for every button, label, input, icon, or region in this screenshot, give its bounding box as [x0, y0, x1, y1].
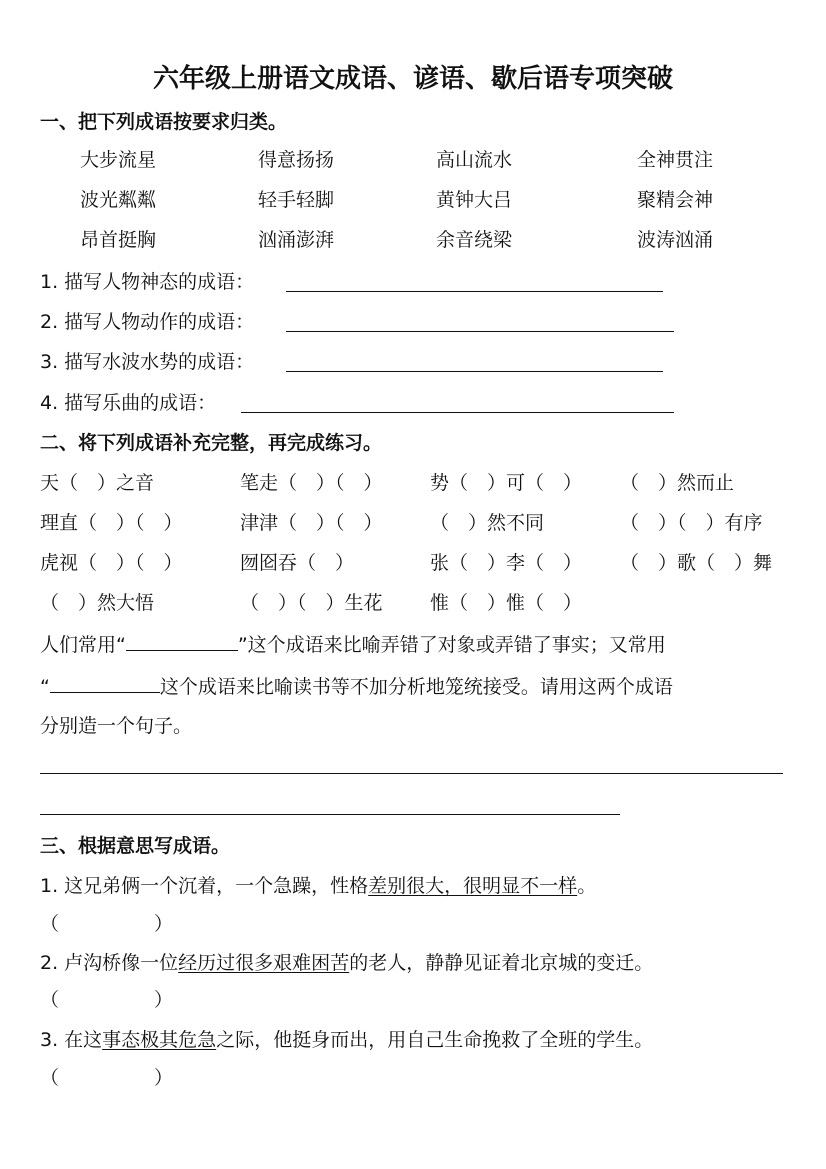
text: 的老人，静静见证着北京城的变迁。 [349, 952, 654, 974]
paragraph-line-1 [40, 632, 666, 657]
answer-line[interactable] [286, 331, 674, 332]
question-label: 4. 描写乐曲的成语： [40, 392, 217, 414]
fill-item[interactable]: （ ）（ ）生花 [240, 592, 383, 614]
page-title: 六年级上册语文成语、谚语、歇后语专项突破 [152, 64, 673, 94]
section3-heading: 三、根据意思写成语。 [40, 835, 231, 857]
fill-item[interactable]: 惟（ ）惟（ ） [430, 592, 583, 614]
fill-item[interactable]: （ ）歌（ ）舞 [620, 552, 773, 574]
fill-item[interactable]: （ ）然而止 [620, 472, 735, 494]
idiom-item: 全神贯注 [637, 149, 714, 171]
section1-heading: 一、把下列成语按要求归类。 [40, 111, 288, 133]
fill-item[interactable]: 笔走（ ）（ ） [240, 472, 383, 494]
question-3 [40, 1028, 653, 1052]
question-2 [40, 310, 254, 334]
idiom-item: 得意扬扬 [258, 149, 335, 171]
underlined-text: 差别很大，很明显不一样 [368, 875, 578, 897]
question-3 [40, 350, 254, 374]
text: 这个成语来比喻读书等不加分析地笼统接受。请用这两个成语 [159, 676, 673, 698]
idiom-item: 波光粼粼 [80, 189, 157, 211]
fill-item[interactable]: 势（ ）可（ ） [430, 472, 583, 494]
fill-item[interactable]: 虎视（ ）（ ） [40, 552, 183, 574]
text: 。 [577, 875, 597, 897]
underlined-text: 经历过很多艰难困苦 [178, 952, 350, 974]
fill-blank[interactable] [126, 632, 238, 651]
paragraph-line-3: 分别造一个句子。 [40, 715, 193, 737]
text: 3. 在这 [40, 1029, 103, 1051]
answer-parens[interactable]: （ ） [40, 989, 174, 1011]
text: 2. 卢沟桥像一位 [40, 952, 179, 974]
idiom-item: 波涛汹涌 [637, 229, 714, 251]
idiom-item: 昂首挺胸 [80, 229, 157, 251]
text: 人们常用“ [40, 634, 126, 656]
underlined-text: 事态极其危急 [102, 1029, 217, 1051]
question-label: 3. 描写水波水势的成语： [40, 351, 255, 373]
writing-line[interactable] [40, 773, 783, 774]
text: 之际，他挺身而出，用自己生命挽救了全班的学生。 [216, 1029, 654, 1051]
fill-item[interactable]: 理直（ ）（ ） [40, 512, 183, 534]
text: 1. 这兄弟俩一个沉着，一个急躁，性格 [40, 875, 369, 897]
text: “ [40, 676, 50, 698]
idiom-item: 大步流星 [80, 149, 157, 171]
idiom-item: 高山流水 [436, 149, 513, 171]
answer-line[interactable] [286, 371, 663, 372]
text: ”这个成语来比喻弄错了对象或弄错了事实；又常用 [237, 634, 666, 656]
fill-blank[interactable] [50, 674, 160, 693]
fill-item[interactable]: （ ）然大悟 [40, 592, 155, 614]
idiom-item: 轻手轻脚 [258, 189, 335, 211]
question-label: 1. 描写人物神态的成语： [40, 271, 255, 293]
paragraph-line-2 [40, 674, 673, 699]
idiom-item: 黄钟大吕 [436, 189, 513, 211]
fill-item[interactable]: 天（ ）之音 [40, 472, 155, 494]
answer-parens[interactable]: （ ） [40, 913, 174, 935]
fill-item[interactable]: （ ）然不同 [430, 512, 545, 534]
question-label: 2. 描写人物动作的成语： [40, 311, 255, 333]
answer-line[interactable] [286, 291, 663, 292]
question-1 [40, 270, 254, 294]
section2-heading: 二、将下列成语补充完整，再完成练习。 [40, 432, 383, 454]
question-4 [40, 391, 216, 415]
fill-item[interactable]: 津津（ ）（ ） [240, 512, 383, 534]
fill-item[interactable]: 囫囵吞（ ） [240, 552, 355, 574]
answer-line[interactable] [241, 412, 674, 413]
idiom-item: 余音绕梁 [436, 229, 513, 251]
idiom-item: 聚精会神 [637, 189, 714, 211]
fill-item[interactable]: 张（ ）李（ ） [430, 552, 583, 574]
question-1 [40, 874, 596, 898]
writing-line[interactable] [40, 814, 620, 815]
answer-parens[interactable]: （ ） [40, 1067, 174, 1089]
idiom-item: 汹涌澎湃 [258, 229, 335, 251]
fill-item[interactable]: （ ）（ ）有序 [620, 512, 763, 534]
question-2 [40, 951, 653, 975]
